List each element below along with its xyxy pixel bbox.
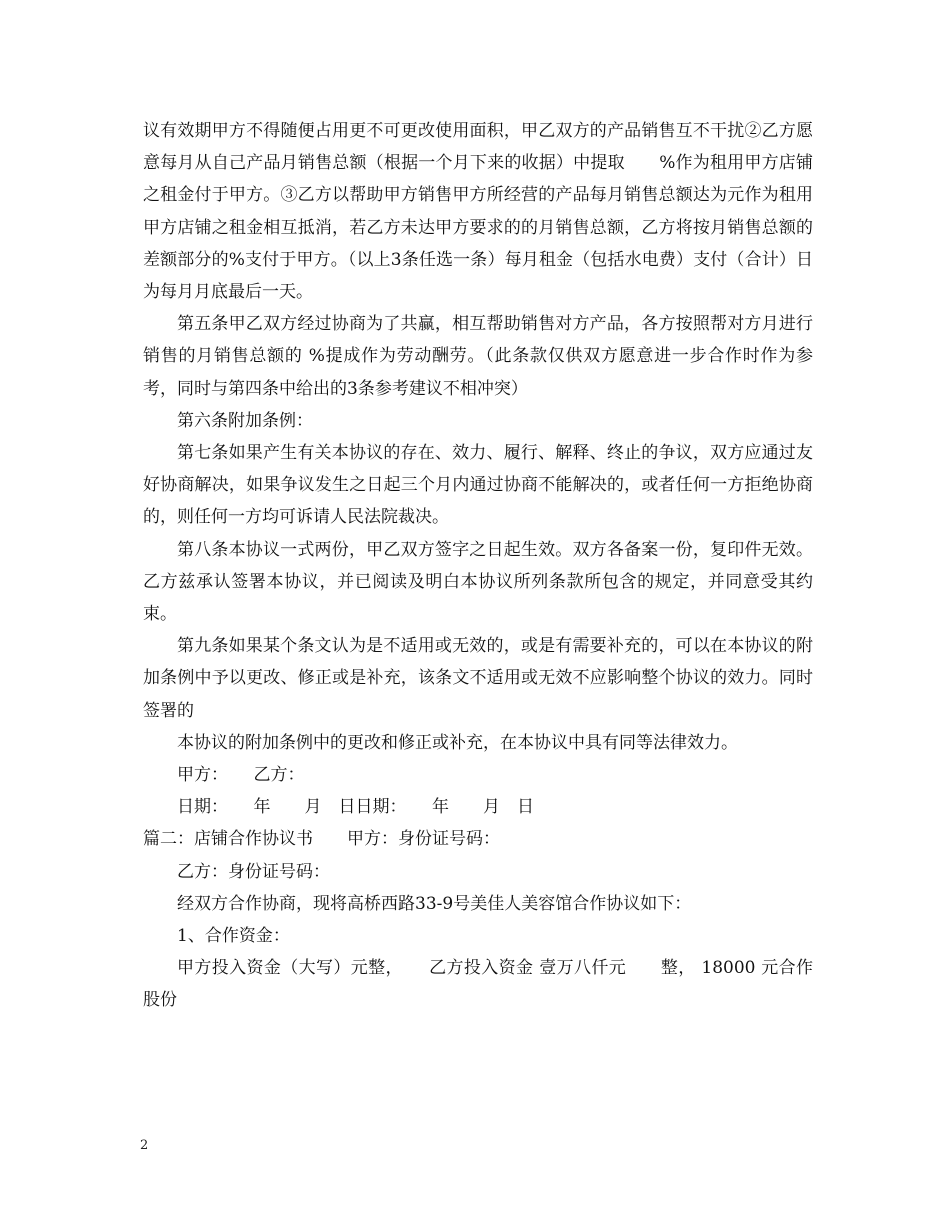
clause-heading-funds: 1、合作资金： <box>177 926 290 947</box>
party-b-id: 乙方：身份证号码： <box>177 861 330 882</box>
paragraph-article-5: 第五条甲乙双方经过协商为了共赢，相互帮助销售对方产品，各方按照帮对方月进行销售的月销售总额的 %提成作为劳动酬劳。（此条款仅供双方愿意进一步合作时作为参考，同时与第四条中给出的3条参考建议不相冲突） <box>143 314 813 399</box>
paragraph-article-6: 第六条附加条例： <box>177 410 313 431</box>
document-body <box>143 115 813 1017</box>
signature-parties: 甲方： 乙方： <box>177 765 305 786</box>
clause-funds-detail: 甲方投入资金（大写）元整， 乙方投入资金 壹万八仟元 整， 18000 元合作股份 <box>143 958 813 1011</box>
paragraph-article-8: 第八条本协议一式两份，甲乙双方签字之日起生效。双方各备案一份，复印件无效。乙方兹承认签署本协议，并已阅读及明白本协议所列条款所包含的规定，并同意受其约束。 <box>143 539 813 625</box>
signature-dates: 日期： 年 月 日日期： 年 月 日 <box>177 797 534 818</box>
paragraph-continuation: 议有效期甲方不得随便占用更不可更改使用面积，甲乙双方的产品销售互不干扰②乙方愿意每月从自己产品月销售总额（根据一个月下来的收据）中提取 %作为租用甲方店铺之租金付于甲方。③乙方以帮助甲方销售甲方所经营的产品每月销售总额达为元作为租用甲方店铺之租金相互抵消，若乙方未达甲方要求的的月销售总额，乙方将按月销售总额的差额部分的%支付于甲方。（以上3条任选一条）每月租金（包括水电费）支付（合计）日为每月月底最后一天。 <box>143 121 813 303</box>
paragraph-article-9: 第九条如果某个条文认为是不适用或无效的，或是有需要补充的，可以在本协议的附加条例中予以更改、修正或是补充，该条文不适用或无效不应影响整个协议的效力。同时签署的 <box>143 636 813 721</box>
page-number: 2 <box>140 1138 149 1153</box>
section-heading-part-2: 篇二：店铺合作协议书 甲方：身份证号码： <box>143 829 500 850</box>
paragraph-supplement: 本协议的附加条例中的更改和修正或补充，在本协议中具有同等法律效力。 <box>177 732 738 753</box>
paragraph-article-7: 第七条如果产生有关本协议的存在、效力、履行、解释、终止的争议，双方应通过友好协商解决，如果争议发生之日起三个月内通过协商不能解决的，或者任何一方拒绝协商的，则任何一方均可诉请人民法院裁决。 <box>143 443 813 528</box>
agreement-intro: 经双方合作协商，现将高桥西路33-9号美佳人美容馆合作协议如下： <box>177 893 692 914</box>
